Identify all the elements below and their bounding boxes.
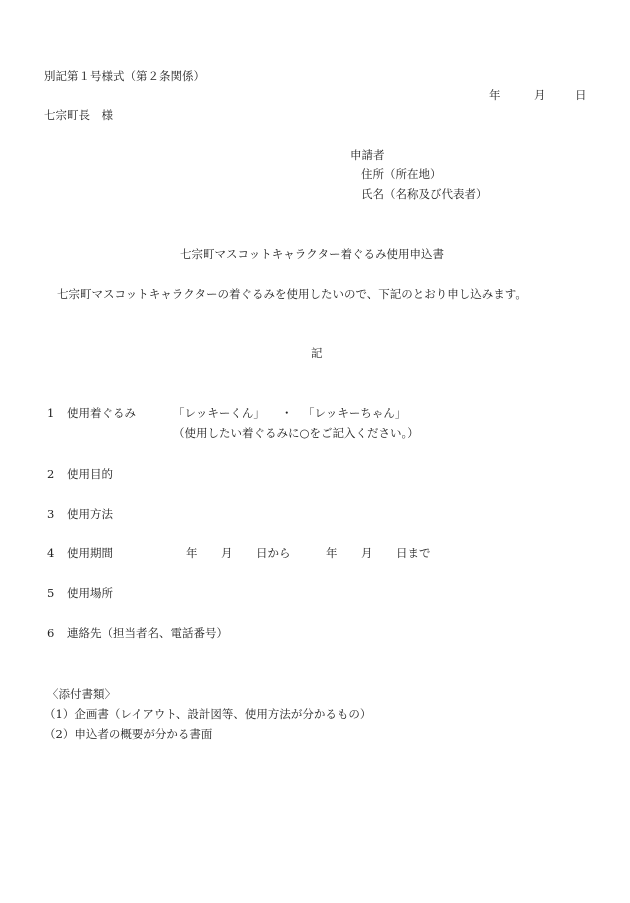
period-to-year: 年 bbox=[326, 546, 338, 560]
item-label: 連絡先（担当者名、電話番号） bbox=[67, 626, 228, 640]
period-from-month: 月 bbox=[221, 546, 233, 560]
costume-note: （使用したい着ぐるみに○をご記入ください。） bbox=[173, 426, 419, 440]
applicant-name-label: 氏名（名称及び代表者） bbox=[361, 187, 488, 201]
period-to-day: 日まで bbox=[396, 546, 431, 560]
attachment-item: （2）申込者の概要が分かる書面 bbox=[44, 727, 213, 741]
document-title: 七宗町マスコットキャラクター着ぐるみ使用申込書 bbox=[180, 247, 445, 261]
form-label: 別記第１号様式（第２条関係） bbox=[44, 69, 205, 83]
item-label: 使用着ぐるみ bbox=[67, 406, 136, 420]
date-day: 日 bbox=[575, 88, 587, 102]
item-label: 使用目的 bbox=[67, 467, 113, 481]
applicant-address-label: 住所（所在地） bbox=[361, 167, 442, 181]
date-month: 月 bbox=[534, 88, 546, 102]
item-number: 4 bbox=[47, 546, 55, 560]
item-number: 2 bbox=[47, 467, 55, 481]
ki-heading: 記 bbox=[311, 346, 323, 360]
date-year: 年 bbox=[489, 88, 501, 102]
attachment-item: （1）企画書（レイアウト、設計図等、使用方法が分かるもの） bbox=[44, 707, 372, 721]
attachments-heading: 〈添付書類〉 bbox=[47, 687, 116, 701]
addressee: 七宗町長 様 bbox=[44, 108, 113, 122]
item-label: 使用場所 bbox=[67, 586, 113, 600]
item-number: 5 bbox=[47, 586, 55, 600]
period-from-day: 日から bbox=[256, 546, 291, 560]
item-number: 3 bbox=[47, 507, 55, 521]
item-label: 使用期間 bbox=[67, 546, 113, 560]
period-to-month: 月 bbox=[361, 546, 373, 560]
applicant-title: 申請者 bbox=[350, 148, 385, 162]
item-number: 1 bbox=[47, 406, 55, 420]
item-label: 使用方法 bbox=[67, 507, 113, 521]
costume-separator: ・ bbox=[281, 406, 293, 420]
costume-option-reckey-kun: 「レッキーくん」 bbox=[173, 406, 265, 420]
costume-option-reckey-chan: 「レッキーちゃん」 bbox=[303, 406, 407, 420]
item-number: 6 bbox=[47, 626, 55, 640]
period-from-year: 年 bbox=[186, 546, 198, 560]
intro-text: 七宗町マスコットキャラクターの着ぐるみを使用したいので、下記のとおり申し込みます。 bbox=[57, 287, 527, 301]
